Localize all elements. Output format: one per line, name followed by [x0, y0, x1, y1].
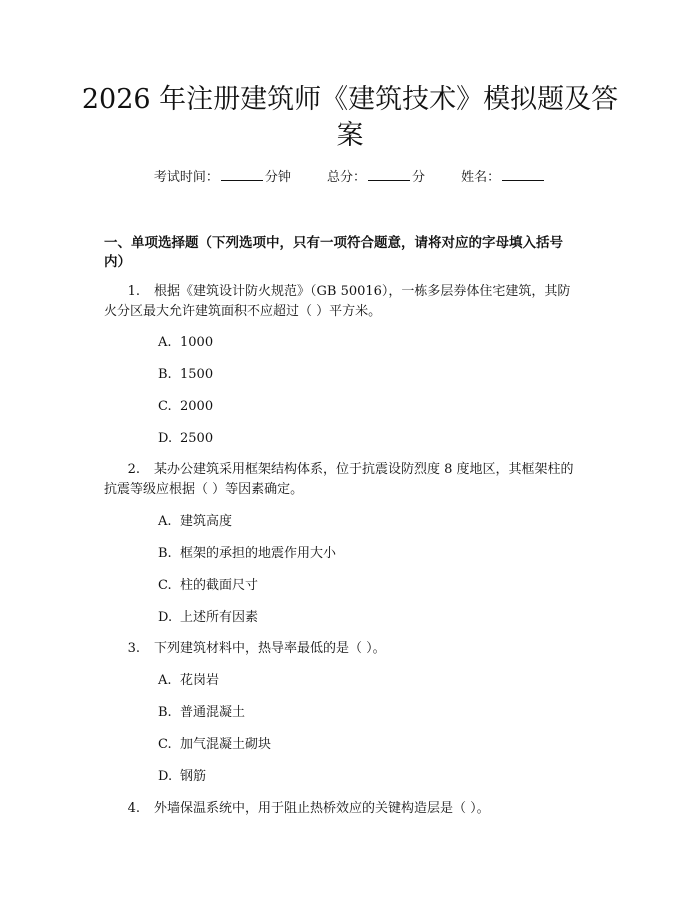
- option-letter: A.: [158, 673, 172, 688]
- total-score: [327, 168, 425, 188]
- option-letter: C.: [158, 399, 172, 414]
- question-2-option-c[interactable]: [158, 576, 258, 596]
- question-1-line1: [104, 282, 600, 302]
- option-text: 花岗岩: [180, 673, 220, 688]
- question-3-option-a[interactable]: [158, 671, 219, 691]
- question-1-text-line2: 火分区最大允许建筑面积不应超过（ ）平方米。: [104, 304, 382, 319]
- question-2-option-a[interactable]: [158, 512, 232, 532]
- question-1-text-line1: 根据《建筑设计防火规范》（GB 50016），一栋多层券体住宅建筑，其防: [154, 284, 571, 299]
- question-1-option-d[interactable]: [158, 429, 213, 449]
- option-text: 1500: [180, 367, 214, 382]
- student-name-label: 姓名：: [461, 170, 501, 185]
- option-letter: D.: [158, 431, 173, 446]
- option-text: 普通混凝土: [180, 705, 246, 720]
- exam-time-unit: 分钟: [264, 170, 291, 185]
- exam-time-label: 考试时间：: [153, 170, 219, 185]
- option-letter: B.: [158, 546, 172, 561]
- question-2-text-line2: 抗震等级应根据（ ）等因素确定。: [104, 482, 304, 497]
- question-1-number: 1.: [127, 284, 140, 299]
- option-text: 柱的截面尺寸: [180, 578, 259, 593]
- question-1-option-b[interactable]: [158, 365, 213, 385]
- document-title-line1: 2026 年注册建筑师《建筑技术》模拟题及答: [81, 84, 619, 115]
- option-letter: A.: [158, 335, 172, 350]
- total-score-blank[interactable]: [368, 168, 410, 181]
- question-3-number: 3.: [127, 641, 140, 656]
- option-letter: B.: [158, 367, 172, 382]
- question-4-text-line1: 外墙保温系统中，用于阻止热桥效应的关键构造层是（ ）。: [154, 801, 490, 816]
- question-2-text-line1: 某办公建筑采用框架结构体系，位于抗震设防烈度 8 度地区，其框架柱的: [154, 462, 574, 477]
- option-text: 上述所有因素: [180, 610, 259, 625]
- section-heading-line1: 一、单项选择题（下列选项中，只有一项符合题意，请将对应的字母填入括号: [104, 235, 563, 251]
- question-3-text-line1: 下列建筑材料中，热导率最低的是（ ）。: [154, 641, 386, 656]
- total-score-unit: 分: [412, 170, 426, 185]
- question-3-option-d[interactable]: [158, 767, 206, 787]
- question-3-option-b[interactable]: [158, 703, 245, 723]
- option-letter: C.: [158, 737, 172, 752]
- option-text: 2500: [180, 431, 214, 446]
- question-1-option-c[interactable]: [158, 397, 213, 417]
- option-text: 加气混凝土砌块: [180, 737, 272, 752]
- option-letter: D.: [158, 610, 173, 625]
- option-text: 框架的承担的地震作用大小: [180, 546, 337, 561]
- option-text: 钢筋: [180, 769, 207, 784]
- document-title-line2: 案: [336, 120, 364, 151]
- exam-time-blank[interactable]: [221, 168, 263, 181]
- option-letter: B.: [158, 705, 172, 720]
- question-4-line1: [104, 799, 600, 819]
- question-2-option-b[interactable]: [158, 544, 336, 564]
- question-3-line1: [104, 639, 600, 659]
- student-name: [461, 168, 546, 188]
- question-1-option-a[interactable]: [158, 333, 213, 353]
- question-2-line1: [104, 460, 600, 480]
- total-score-label: 总分：: [326, 170, 366, 185]
- option-text: 建筑高度: [180, 514, 233, 529]
- question-3-option-c[interactable]: [158, 735, 271, 755]
- option-text: 1000: [180, 335, 214, 350]
- student-name-blank[interactable]: [502, 168, 544, 181]
- option-letter: A.: [158, 514, 172, 529]
- section-heading-line2: 内）: [104, 254, 131, 270]
- exam-meta: [0, 168, 700, 188]
- option-text: 2000: [180, 399, 214, 414]
- question-2-option-d[interactable]: [158, 608, 258, 628]
- question-2-number: 2.: [127, 462, 140, 477]
- question-4-number: 4.: [127, 801, 140, 816]
- option-letter: C.: [158, 578, 172, 593]
- option-letter: D.: [158, 769, 173, 784]
- exam-time: [154, 168, 291, 188]
